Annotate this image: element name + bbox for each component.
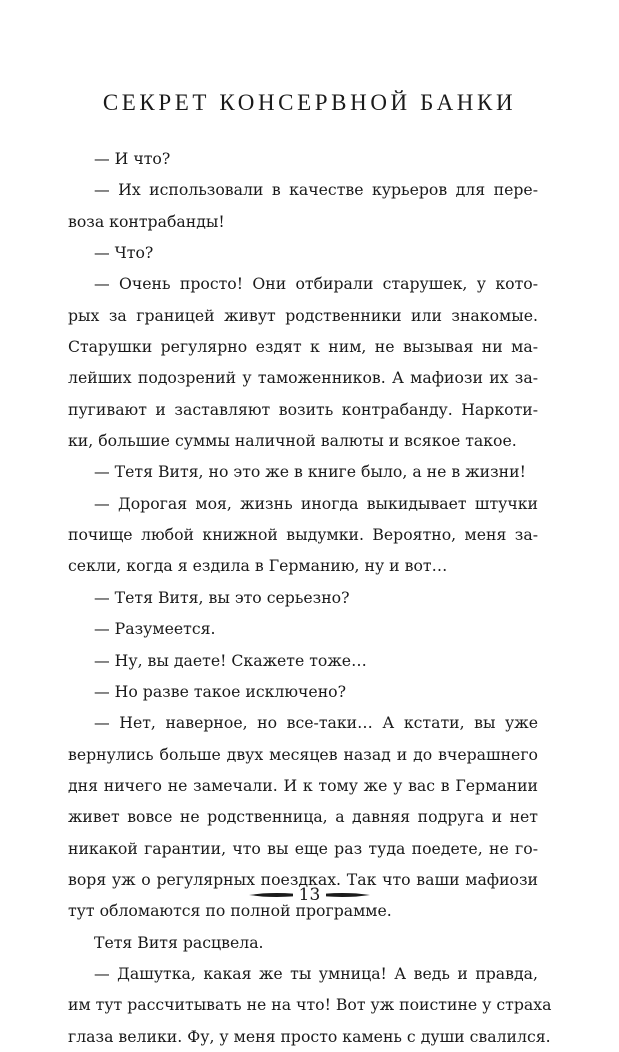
text-line: — Дорогая моя, жизнь иногда выкидывает штучки: [94, 493, 538, 513]
page-number: 13: [298, 884, 321, 905]
text-line: — Нет, наверное, но все-таки… А кстати, вы уже: [94, 713, 538, 733]
text-line: им тут рассчитывать не на что! Вот уж поистине у страха: [68, 995, 552, 1015]
page-footer: [0, 879, 619, 909]
running-head: СЕКРЕТ КОНСЕРВНОЙ БАНКИ: [102, 90, 517, 115]
text-line: — Очень просто! Они отбирали старушек, у кото-: [94, 274, 538, 294]
text-line: лейших подозрений у таможенников. А мафиози их за-: [68, 368, 538, 388]
text-line: Тетя Витя расцвела.: [94, 932, 264, 952]
text-line: — Их использовали в качестве курьеров для пере-: [94, 180, 538, 200]
text-line: воза контрабанды!: [68, 211, 225, 231]
text-line: рых за границей живут родственники или знакомые.: [68, 305, 538, 325]
text-line: пугивают и заставляют возить контрабанду. Наркоти-: [68, 399, 538, 419]
right-ornament-icon: [326, 880, 370, 910]
text-line: — Тетя Витя, вы это серьезно?: [94, 587, 350, 607]
text-line: секли, когда я ездила в Германию, ну и вот…: [68, 556, 448, 576]
text-line: дня ничего не замечали. И к тому же у вас в Германии: [68, 775, 538, 795]
text-line: — Что?: [94, 243, 154, 263]
text-line: почище любой книжной выдумки. Вероятно, меня за-: [68, 525, 538, 545]
text-line: ки, большие суммы наличной валюты и всякое такое.: [68, 431, 517, 451]
text-line: — Ну, вы даете! Скажете тоже…: [94, 650, 367, 670]
text-line: Старушки регулярно ездят к ним, не вызывая ни ма-: [68, 337, 538, 357]
text-line: живет вовсе не родственница, а давняя подруга и нет: [68, 807, 538, 827]
text-line: — Дашутка, какая же ты умница! А ведь и правда,: [94, 963, 538, 983]
text-line: вернулись больше двух месяцев назад и до вчерашнего: [68, 744, 538, 764]
text-line: никакой гарантии, что вы еще раз туда поедете, не го-: [68, 838, 538, 858]
body-text: [68, 143, 552, 1052]
text-line: — Тетя Витя, но это же в книге было, а не в жизни!: [94, 462, 526, 482]
text-line: тут обломаются по полной программе.: [68, 901, 392, 921]
left-ornament-icon: [249, 880, 293, 910]
text-line: — Но разве такое исключено?: [94, 681, 347, 701]
text-line: — Разумеется.: [94, 619, 216, 639]
text-line: глаза велики. Фу, у меня просто камень с души свалился.: [68, 1026, 551, 1046]
text-line: — И что?: [94, 149, 171, 168]
text-line: воря уж о регулярных поездках. Так что ваши мафиози: [68, 869, 538, 889]
